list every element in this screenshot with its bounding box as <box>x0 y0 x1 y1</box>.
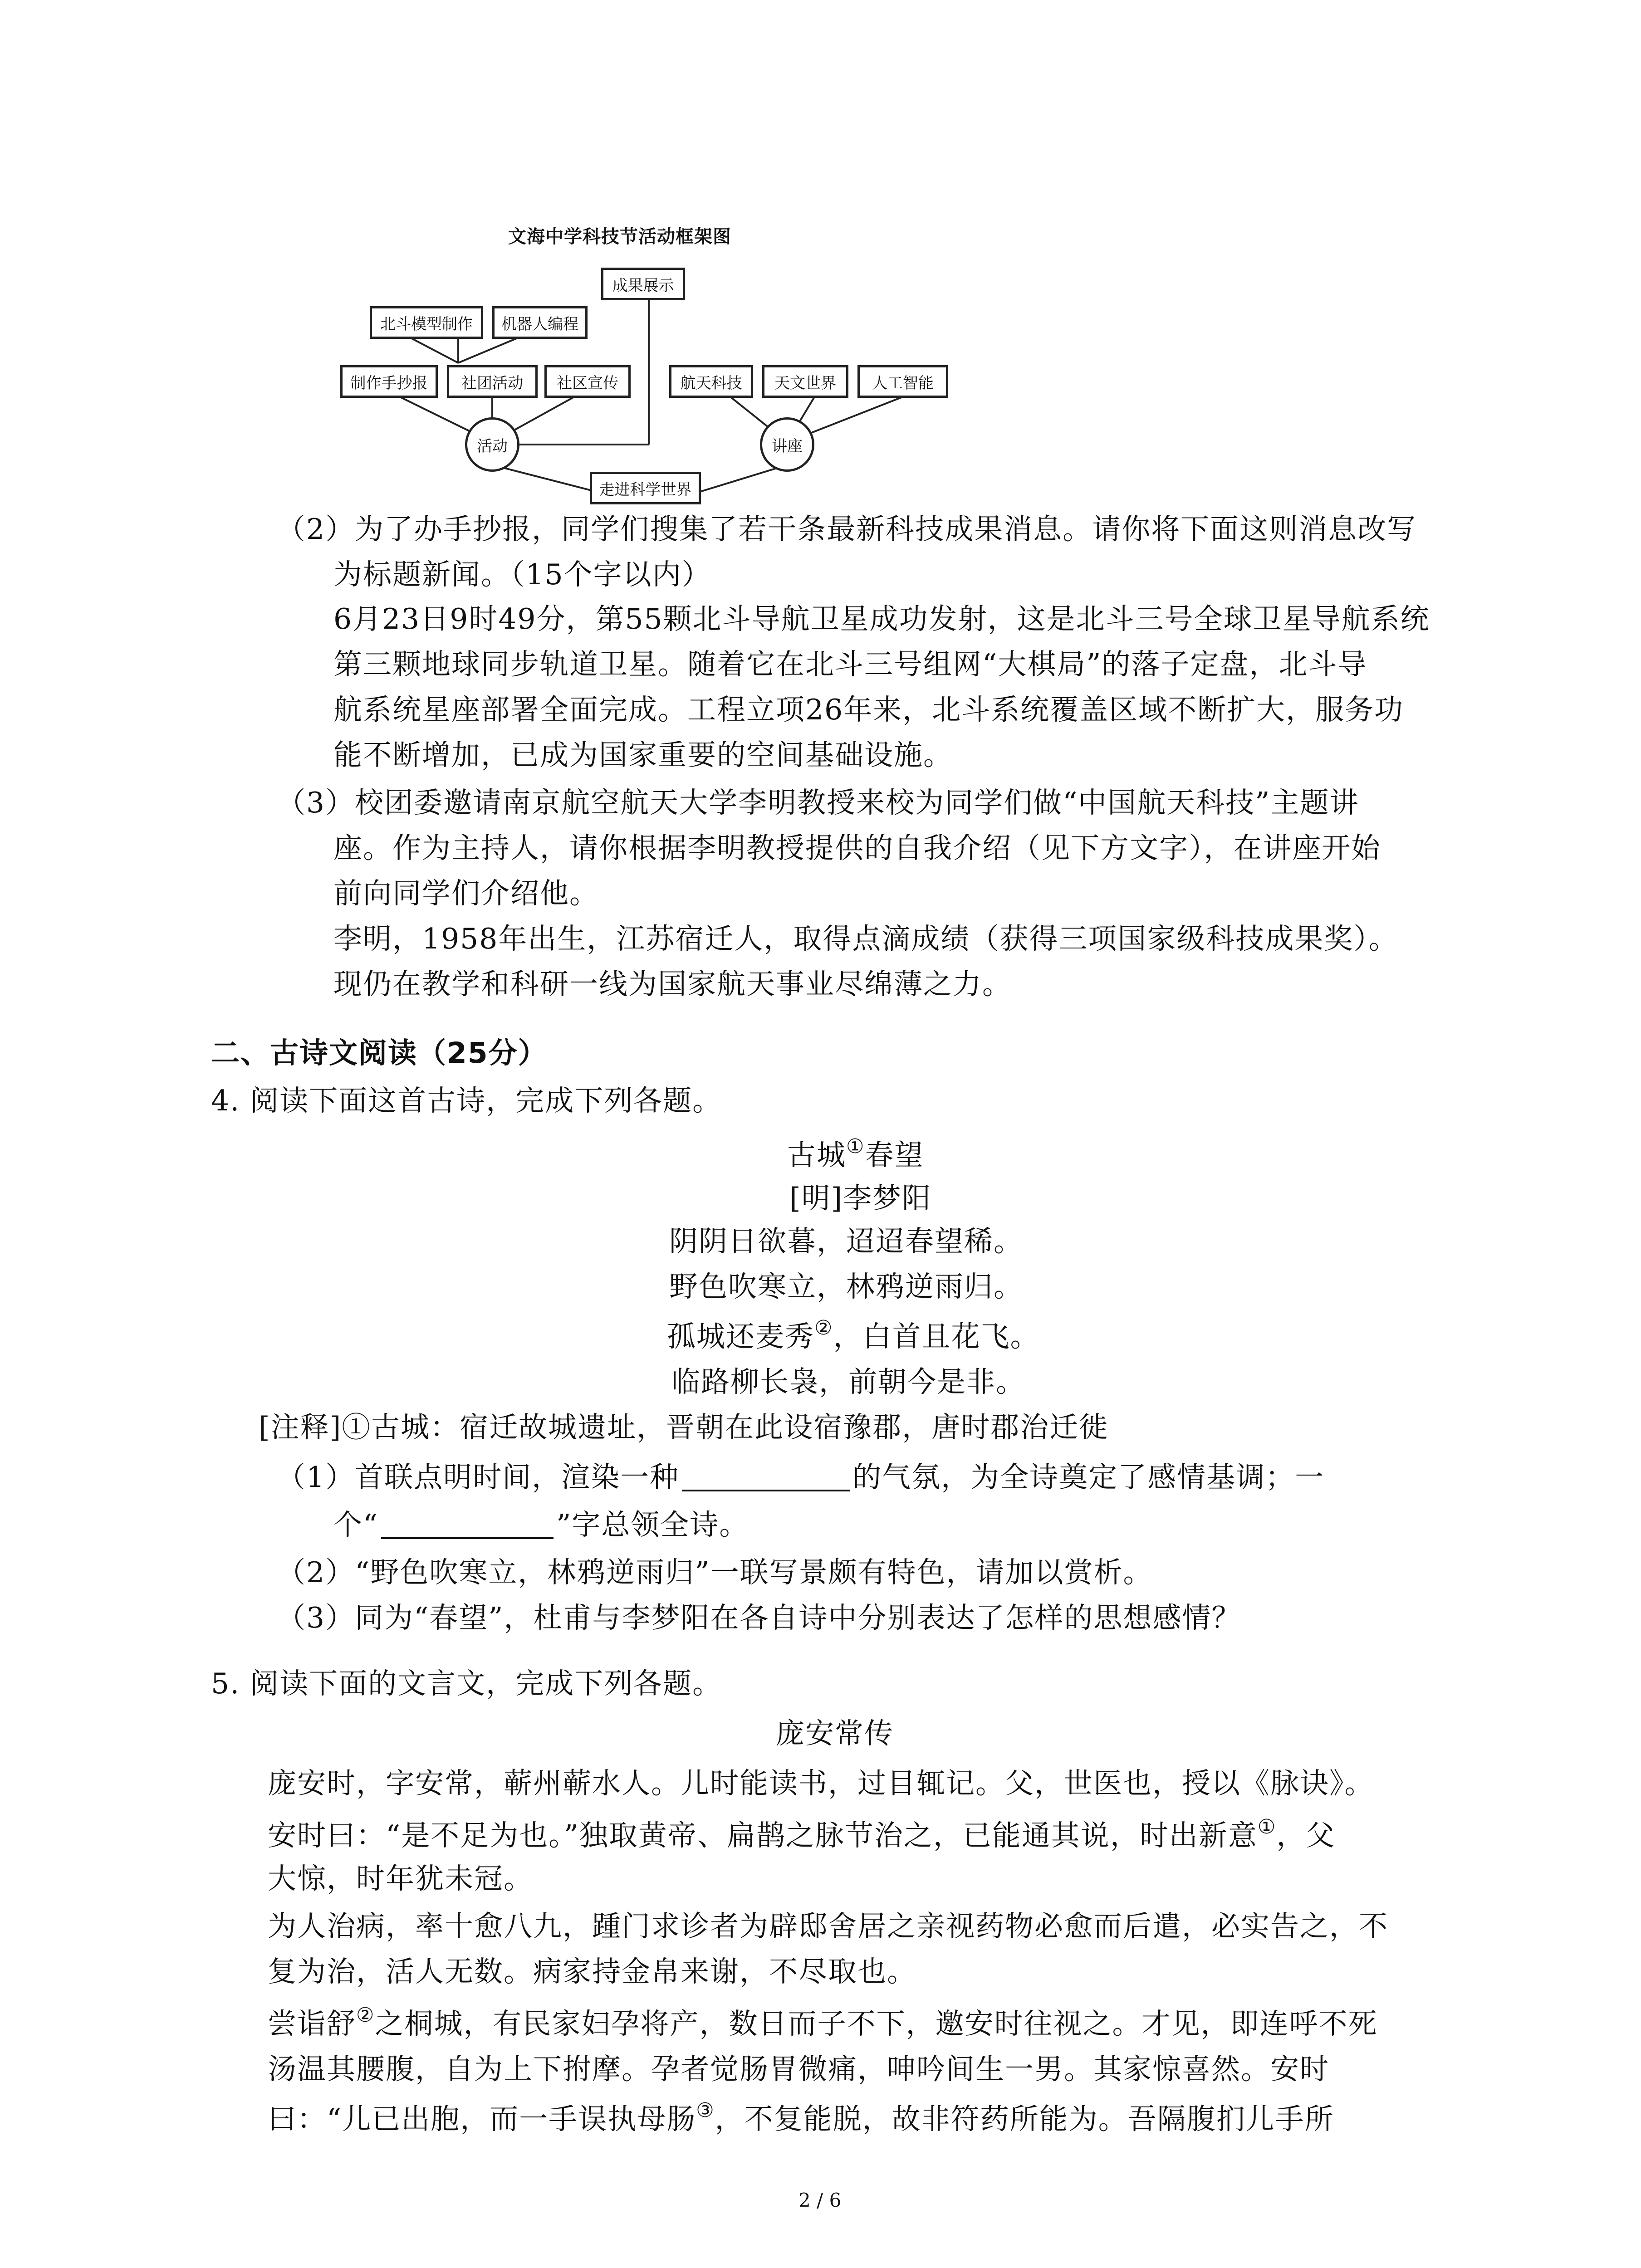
club-item-robot-programming: 机器人编程 <box>492 306 588 339</box>
q5-intro: 5. 阅读下面的文言文，完成下列各题。 <box>211 1667 722 1700</box>
poem-line-1: 阴阴日欲暮，迢迢春望稀。 <box>669 1225 1023 1258</box>
lecture-circle: 讲座 <box>760 417 814 472</box>
passage-p7: 汤温其腰腹，自为上下拊摩。孕者觉肠胃微痛，呻吟间生一男。其家惊喜然。安时 <box>268 2053 1329 2086</box>
activity-circle: 活动 <box>465 417 519 472</box>
q4-sub1-line1: （1）首联点明时间，渲染一种 的气氛，为全诗奠定了感情基调；一 <box>277 1461 1325 1494</box>
poem-author: [明]李梦阳 <box>789 1182 932 1215</box>
poem-annotation: [注释]①古城：宿迁故城遗址，晋朝在此设宿豫郡，唐时郡治迁徙 <box>259 1411 1109 1444</box>
q3-3-line3: 前向同学们介绍他。 <box>333 877 599 910</box>
section-2-heading: 二、古诗文阅读（25分） <box>211 1036 548 1070</box>
q3-2-line1: （2）为了办手抄报，同学们搜集了若干条最新科技成果消息。请你将下面这则消息改写 <box>277 513 1417 546</box>
q3-2-line2: 为标题新闻。（15个字以内） <box>333 558 711 591</box>
poem-line-2: 野色吹寒立，林鸦逆雨归。 <box>669 1270 1023 1303</box>
q4-sub1-line2: 个“ ”字总领全诗。 <box>333 1508 749 1541</box>
results-box: 成果展示 <box>601 268 685 300</box>
passage-p3: 大惊，时年犹未冠。 <box>268 1862 533 1895</box>
poem-title-note-mark: ① <box>846 1135 865 1158</box>
lecture-item-aerospace: 航天科技 <box>669 365 753 398</box>
q3-3-line1: （3）校团委邀请南京航空航天大学李明教授来校为同学们做“中国航天科技”主题讲 <box>277 786 1359 819</box>
passage-note-2-mark: ② <box>356 2004 375 2027</box>
q3-2-news-p4: 能不断增加，已成为国家重要的空间基础设施。 <box>333 738 953 772</box>
activity-item-club: 社团活动 <box>447 365 538 398</box>
passage-p4: 为人治病，率十愈八九，踵门求诊者为辟邸舍居之亲视药物必愈而后遣，必实告之，不 <box>268 1910 1388 1943</box>
passage-p1: 庞安时，字安常，蕲州蕲水人。儿时能读书，过目辄记。父，世医也，授以《脉诀》。 <box>268 1767 1374 1800</box>
poem-title: 古城①春望 <box>787 1135 924 1172</box>
passage-note-3-mark: ③ <box>696 2099 715 2122</box>
q3-2-news-p1: 6月23日9时49分，第55颗北斗导航卫星成功发射，这是北斗三号全球卫星导航系统 <box>333 602 1430 635</box>
club-item-beidou-model: 北斗模型制作 <box>370 306 483 339</box>
poem-line-4: 临路柳长袅，前朝今是非。 <box>671 1365 1025 1398</box>
passage-p5: 复为治，活人无数。病家持金帛来谢，不尽取也。 <box>268 1955 916 1988</box>
passage-note-1-mark: ① <box>1257 1815 1277 1838</box>
q3-2-news-p2: 第三颗地球同步轨道卫星。随着它在北斗三号组网“大棋局”的落子定盘，北斗导 <box>333 648 1367 681</box>
poem-line-3: 孤城还麦秀②，白首且花飞。 <box>667 1316 1040 1353</box>
q3-3-intro-p1: 李明，1958年出生，江苏宿迁人，取得点滴成绩（获得三项国家级科技成果奖）。 <box>333 922 1398 955</box>
passage-p6: 尝诣舒②之桐城，有民家妇孕将产，数日而子不下，邀安时往视之。才见，即连呼不死 <box>268 2004 1378 2040</box>
passage-p8: 曰：“儿已出胞，而一手误执母肠③，不复能脱，故非符药所能为。吾隔腹扪儿手所 <box>268 2099 1334 2136</box>
diagram-title: 文海中学科技节活动框架图 <box>508 226 731 247</box>
lecture-item-astronomy: 天文世界 <box>762 365 848 398</box>
activity-item-handwritten-paper: 制作手抄报 <box>340 365 438 398</box>
q3-2-news-p3: 航系统星座部署全面完成。工程立项26年来，北斗系统覆盖区域不断扩大，服务功 <box>333 693 1404 726</box>
q4-sub3: （3）同为“春望”，杜甫与李梦阳在各自诗中分别表达了怎样的思想感情？ <box>277 1601 1241 1634</box>
q4-intro: 4. 阅读下面这首古诗，完成下列各题。 <box>211 1084 722 1117</box>
q4-sub2: （2）“野色吹寒立，林鸦逆雨归”一联写景颇有特色，请加以赏析。 <box>277 1556 1153 1589</box>
poem-line-3-note-mark: ② <box>814 1316 833 1339</box>
q3-3-intro-p2: 现仍在教学和科研一线为国家航天事业尽绵薄之力。 <box>333 968 1012 1001</box>
page-number: 2 / 6 <box>798 2189 842 2211</box>
q3-3-line2: 座。作为主持人，请你根据李明教授提供的自我介绍（见下方文字），在讲座开始 <box>333 831 1381 865</box>
passage-title: 庞安常传 <box>776 1717 894 1750</box>
answer-blank-2[interactable] <box>381 1515 554 1539</box>
answer-blank-1[interactable] <box>682 1467 850 1491</box>
lecture-item-ai: 人工智能 <box>857 365 948 398</box>
root-box: 走进科学世界 <box>590 472 701 504</box>
activity-item-community: 社区宣传 <box>544 365 631 398</box>
passage-p2: 安时曰：“是不足为也。”独取黄帝、扁鹊之脉节治之，已能通其说，时出新意①，父 <box>268 1815 1336 1852</box>
